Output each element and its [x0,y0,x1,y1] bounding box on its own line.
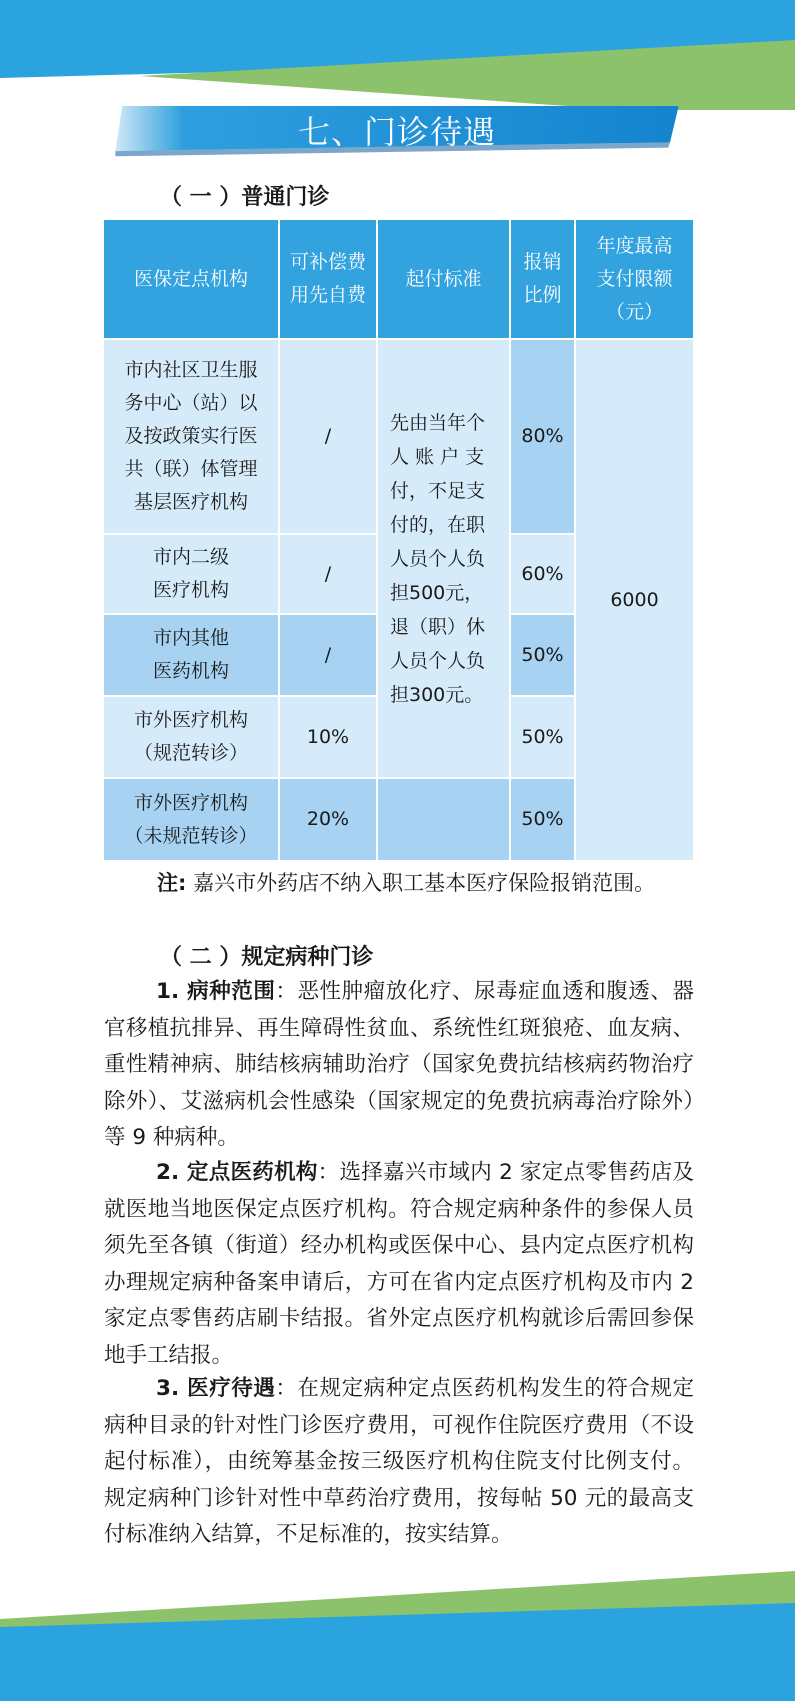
institution-cell: 市外医疗机构 （未规范转诊） [103,778,279,861]
paragraph-text: ：在规定病种定点医药机构发生的符合规定病种目录的针对性门诊医疗费用，可视作住院医疗费用（不设起付标准），由统筹基金按三级医疗机构住院支付比例支付。规定病种门诊针对性中草药治疗费用，按每帖 50 元的最高支付标准纳入结算，不足标准的，按实结算。 [104,1376,694,1547]
header-deductible: 起付标准 [377,219,510,339]
outpatient-benefit-table [102,218,695,862]
ratio-cell: 80% [510,339,575,534]
note-label: 注: [157,871,187,895]
section-title: 七、门诊待遇 [297,113,496,151]
ratio-cell: 50% [510,778,575,861]
self-pay-cell: / [279,534,377,614]
paragraph-designated-institutions [104,1155,694,1374]
header-ratio: 报销 比例 [510,219,575,339]
paragraph-text: ：选择嘉兴市域内 2 家定点零售药店及就医地当地医保定点医疗机构。符合规定病种条件的参保人员须先至各镇（街道）经办机构或医保中心、县内定点医疗机构办理规定病种备案申请后，方可在省内定点医疗机构及市内 2 家定点零售药店刷卡结报。省外定点医疗机构就诊后需回参保地手工结报。 [104,1160,694,1368]
header-annual-limit: 年度最高 支付限额 （元） [575,219,694,339]
self-pay-cell: / [279,614,377,696]
paragraph-lead: 2. 定点医药机构 [156,1160,318,1185]
institution-cell: 市内其他 医药机构 [103,614,279,696]
institution-cell: 市内社区卫生服 务中心（站）以 及按政策实行医 共（联）体管理 基层医疗机构 [103,339,279,534]
header-institution: 医保定点机构 [103,219,279,339]
ratio-cell: 50% [510,696,575,778]
subsection-title-general-outpatient: （ 一 ）普通门诊 [160,185,330,210]
institution-cell: 市内二级 医疗机构 [103,534,279,614]
self-pay-cell: / [279,339,377,534]
annual-limit-cell: 6000 [575,339,694,861]
top-decoration [0,0,795,110]
self-pay-cell: 20% [279,778,377,861]
deductible-cell: 先由当年个 人 账 户 支 付，不足支 付的，在职 人员个人负 担500元， 退（职）休 人员个人负 担300元。 [377,339,510,778]
paragraph-lead: 3. 医疗待遇 [156,1376,276,1401]
table-row [103,339,694,534]
paragraph-disease-scope [104,974,694,1157]
paragraph-medical-benefits [104,1371,694,1554]
institution-cell: 市外医疗机构 （规范转诊） [103,696,279,778]
paragraph-text: ：恶性肿瘤放化疗、尿毒症血透和腹透、器官移植抗排异、再生障碍性贫血、系统性红斑狼疮、血友病、重性精神病、肺结核病辅助治疗（国家免费抗结核病药物治疗除外）、艾滋病机会性感染（国家规定的免费抗病毒治疗除外）等 9 种病种。 [104,979,694,1150]
subsection-title-specified-diseases: （ 二 ）规定病种门诊 [160,945,374,970]
deductible-empty-cell [377,778,510,861]
table-note [157,868,655,898]
self-pay-cell: 10% [279,696,377,778]
note-text: 嘉兴市外药店不纳入职工基本医疗保险报销范围。 [186,871,656,895]
bottom-decoration [0,1561,795,1701]
ratio-cell: 50% [510,614,575,696]
ratio-cell: 60% [510,534,575,614]
table-header-row [103,219,694,339]
header-self-pay: 可补偿费 用先自费 [279,219,377,339]
paragraph-lead: 1. 病种范围 [156,979,276,1004]
